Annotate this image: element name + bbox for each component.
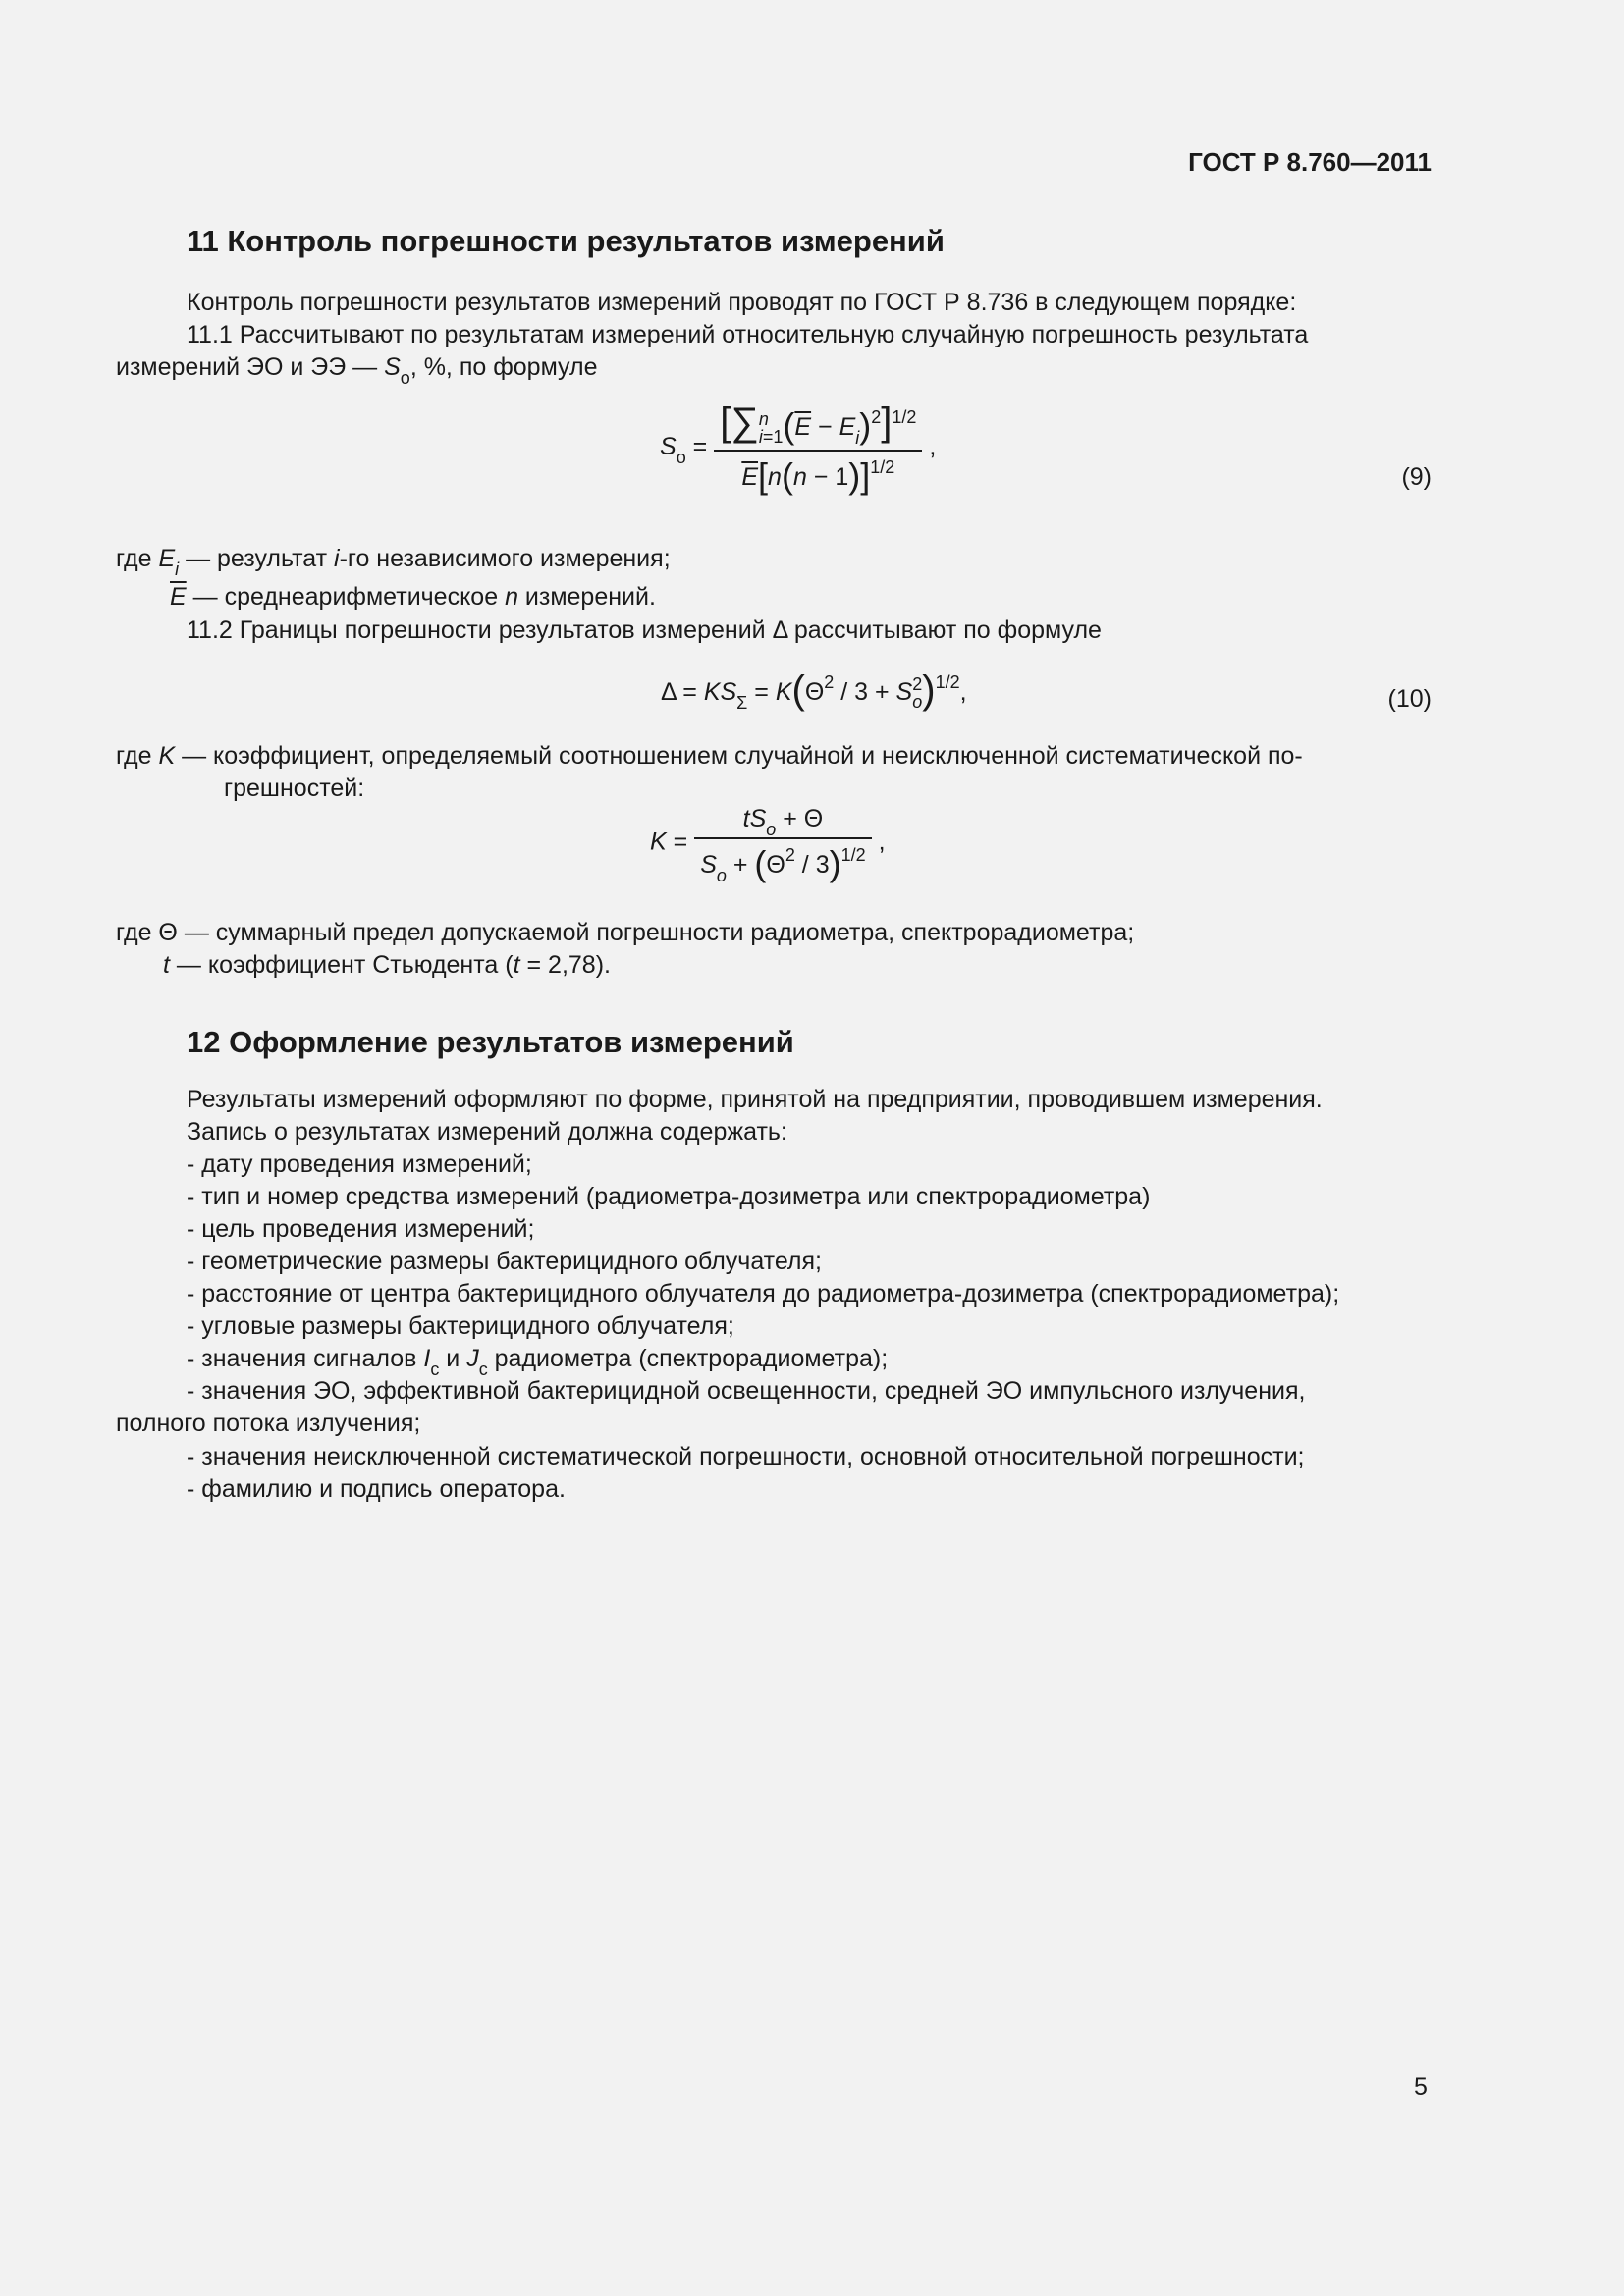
where-Ei: где $E_i$ — результат i-го независимого измерения; [116,545,671,579]
where-K-continued: грешностей: [224,774,365,802]
section-12-title: 12 Оформление результатов измерений [187,1025,794,1059]
list-item: - значения неисключенной систематической погрешности, основной относительной погрешности; [187,1443,1305,1470]
where-K: где K — коэффициент, определяемый соотношением случайной и неисключенной систематической по- [116,742,1303,770]
formula-10: $\Delta = KS_\Sigma = K(\Theta^2 / 3 + S2$ o)$^{1/2}$, [661,668,967,713]
standard-number: ГОСТ Р 8.760—2011 [1188,147,1432,177]
list-item: - значения ЭО, эффективной бактерицидной освещенности, средней ЭО импульсного излучения, [187,1377,1306,1405]
s11-paragraph-3: 11.2 Границы погрешности результатов измерений Δ рассчитывают по формуле [187,616,1102,644]
list-item-signals: - значения сигналов $I_c$ и $J_c$ радиометра (спектрорадиометра); [187,1345,889,1379]
page-number: 5 [1414,2073,1428,2101]
formula-9: $S_о$ = [∑n $i=1(\overline{E} - E_i)^2]^{1/2}$ $\overline{E}[n(n - 1)]^{1/2}$ , [660,400,937,497]
formula-K: K = $\frac{tS_o + \Theta}{S_o + (\Theta^2 / 3)^{1/2}}$ , [650,805,886,885]
where-t: t — коэффициент Стьюдента (t = 2,78). [163,951,611,979]
list-item: - геометрические размеры бактерицидного облучателя; [187,1248,822,1275]
s12-paragraph-2: Запись о результатах измерений должна содержать: [187,1118,787,1146]
list-item: - расстояние от центра бактерицидного облучателя до радиометра-дозиметра (спектрорадиометра); [187,1280,1340,1308]
section-11-title: 11 Контроль погрешности результатов измерений [187,224,945,258]
list-item: - угловые размеры бактерицидного облучателя; [187,1312,734,1340]
list-item: - фамилию и подпись оператора. [187,1475,566,1503]
list-item: - цель проведения измерений; [187,1215,535,1243]
equation-number-10: (10) [1387,685,1432,713]
s11-paragraph-2b: измерений ЭО и ЭЭ — $S_о$, %, по формуле [116,353,598,388]
s12-paragraph-1: Результаты измерений оформляют по форме, принятой на предприятии, проводившем измерения. [187,1086,1323,1113]
where-theta: где Θ — суммарный предел допускаемой погрешности радиометра, спектрорадиометра; [116,919,1135,946]
s11-paragraph-2a: 11.1 Рассчитывают по результатам измерений относительную случайную погрешность результата [187,321,1309,348]
equation-number-9: (9) [1401,463,1432,491]
s11-paragraph-1: Контроль погрешности результатов измерений проводят по ГОСТ Р 8.736 в следующем порядке: [187,289,1297,316]
where-Ebar: $\overline{E}$ — среднеарифметическое n измерений. [170,583,656,611]
list-item: - дату проведения измерений; [187,1150,532,1178]
list-item-continued: полного потока излучения; [116,1410,421,1437]
list-item: - тип и номер средства измерений (радиометра-дозиметра или спектрорадиометра) [187,1183,1151,1210]
